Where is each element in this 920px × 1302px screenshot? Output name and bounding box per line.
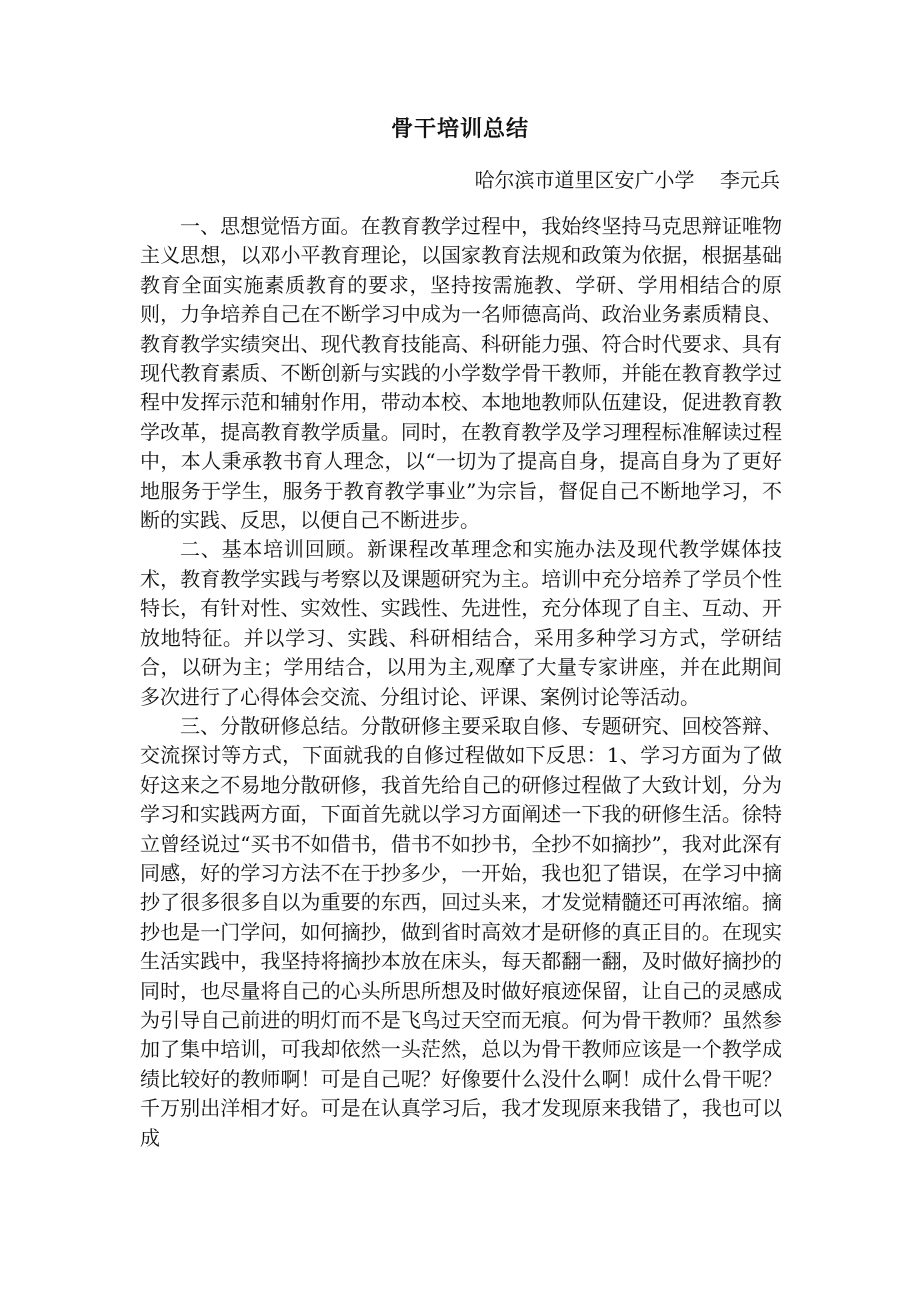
document-body [140,212,782,1153]
paragraph-training-review: 二、基本培训回顾。新课程改革理念和实施办法及现代教学媒体技术，教育教学实践与考察以及课题研究为主。培训中充分培养了学员个性特长，有针对性、实效性、实践性、先进性，充分体现了自主、互动、开放地特征。并以学习、实践、科研相结合，采用多种学习方式，学研结合，以研为主；学用结合，以用为主,观摩了大量专家讲座，并在此期间多次进行了心得体会交流、分组讨论、评课、案例讨论等活动。 [140,537,782,709]
document-title: 骨干培训总结 [390,116,529,142]
author-byline: 哈尔滨市道里区安广小学 李元兵 [474,168,780,192]
paragraph-ideology: 一、思想觉悟方面。在教育教学过程中，我始终坚持马克思辩证唯物主义思想，以邓小平教育理论，以国家教育法规和政策为依据，根据基础教育全面实施素质教育的要求，坚持按需施教、学研、学用相结合的原则，力争培养自己在不断学习中成为一名师德高尚、政治业务素质精良、教育教学实绩突出、现代教育技能高、科研能力强、符合时代要求、具有现代教育素质、不断创新与实践的小学数学骨干教师，并能在教育教学过程中发挥示范和辅射作用，带动本校、本地地教师队伍建设，促进教育教学改革，提高教育教学质量。同时，在教育教学及学习理程标准解读过程中，本人秉承教书育人理念，以“一切为了提高自身，提高自身为了更好地服务于学生，服务于教育教学事业”为宗旨，督促自己不断地学习，不断的实践、反思，以便自己不断进步。 [140,214,782,533]
paragraph-self-study-summary: 三、分散研修总结。分散研修主要采取自修、专题研究、回校答辩、交流探讨等方式，下面就我的自修过程做如下反思：1、学习方面为了做好这来之不易地分散研修，我首先给自己的研修过程做了大致计划，分为学习和实践两方面，下面首先就以学习方面阐述一下我的研修生活。徐特立曾经说过“买书不如借书，借书不如抄书，全抄不如摘抄”，我对此深有同感，好的学习方法不在于抄多少，一开始，我也犯了错误，在学习中摘抄了很多很多自以为重要的东西，回过头来，才发觉精髓还可再浓缩。摘抄也是一门学问，如何摘抄，做到省时高效才是研修的真正目的。在现实生活实践中，我坚持将摘抄本放在床头，每天都翻一翻，及时做好摘抄的同时，也尽量将自己的心头所思所想及时做好痕迹保留，让自己的灵感成为引导自己前进的明灯而不是飞鸟过天空而无痕。何为骨干教师？虽然参加了集中培训，可我却依然一头茫然，总以为骨干教师应该是一个教学成绩比较好的教师啊！可是自己呢？好像要什么没什么啊！成什么骨干呢？千万别出洋相才好。可是在认真学习后，我才发现原来我错了，我也可以成 [140,713,782,1150]
